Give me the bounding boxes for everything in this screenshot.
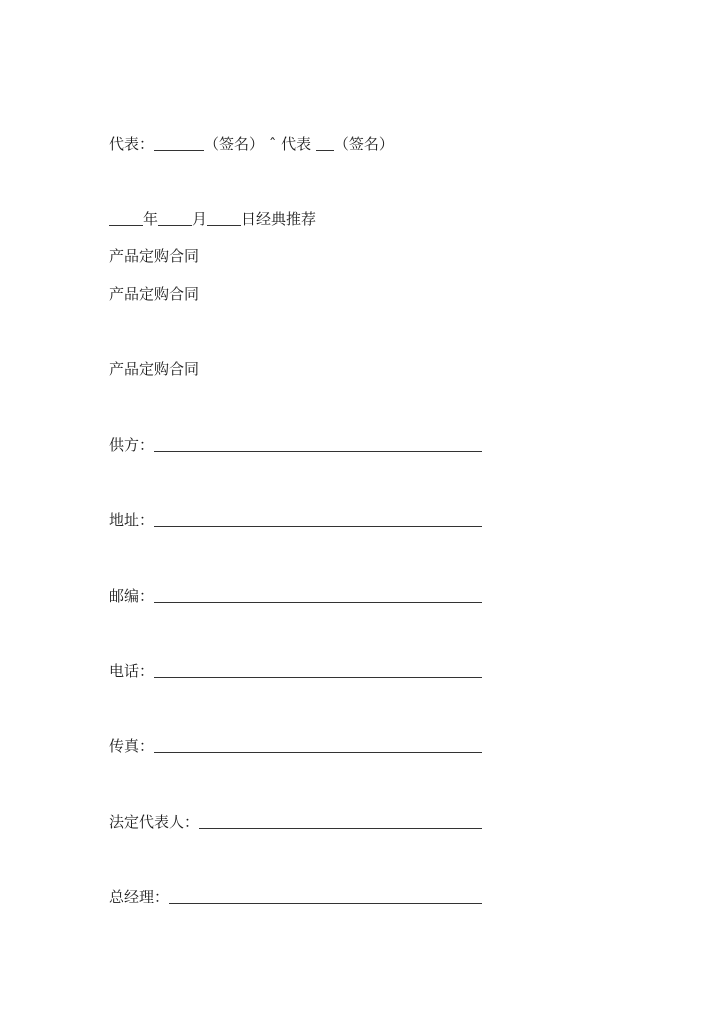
phone-field xyxy=(109,661,482,681)
rep2-blank xyxy=(316,136,334,151)
legal-rep-field xyxy=(109,812,482,832)
postcode-label: 邮编： xyxy=(109,587,155,605)
postcode-field xyxy=(109,586,482,606)
phone-blank xyxy=(154,663,482,678)
address-field xyxy=(109,510,482,530)
rep2-label: 代表 xyxy=(281,135,312,153)
document-title: 产品定购合同 xyxy=(109,247,200,265)
month-blank xyxy=(158,211,192,226)
sign2-label: （签名） xyxy=(333,135,394,153)
general-manager-label: 总经理： xyxy=(109,888,170,906)
general-manager-blank xyxy=(169,889,482,904)
fax-label: 传真： xyxy=(109,737,155,755)
month-label: 月 xyxy=(192,210,208,228)
supplier-blank xyxy=(154,437,482,452)
phone-label: 电话： xyxy=(109,662,155,680)
rep1-blank xyxy=(154,136,204,151)
signature-row xyxy=(109,134,394,154)
postcode-blank xyxy=(154,588,482,603)
sign1-label: （签名） xyxy=(204,135,265,153)
address-blank xyxy=(154,512,482,527)
document-title: 产品定购合同 xyxy=(109,285,200,303)
year-label: 年 xyxy=(143,210,159,228)
rep1-label: 代表： xyxy=(109,135,155,153)
day-blank xyxy=(207,211,241,226)
year-blank xyxy=(109,211,143,226)
general-manager-field xyxy=(109,887,482,907)
legal-rep-label: 法定代表人： xyxy=(109,813,200,831)
supplier-field xyxy=(109,435,482,455)
fax-blank xyxy=(154,738,482,753)
supplier-label: 供方： xyxy=(109,436,155,454)
legal-rep-blank xyxy=(199,814,482,829)
day-recommend-label: 日经典推荐 xyxy=(241,210,317,228)
fax-field xyxy=(109,736,482,756)
date-row xyxy=(109,209,316,229)
caret-mark: ˆ xyxy=(268,135,277,153)
address-label: 地址： xyxy=(109,511,155,529)
document-title: 产品定购合同 xyxy=(109,360,200,378)
